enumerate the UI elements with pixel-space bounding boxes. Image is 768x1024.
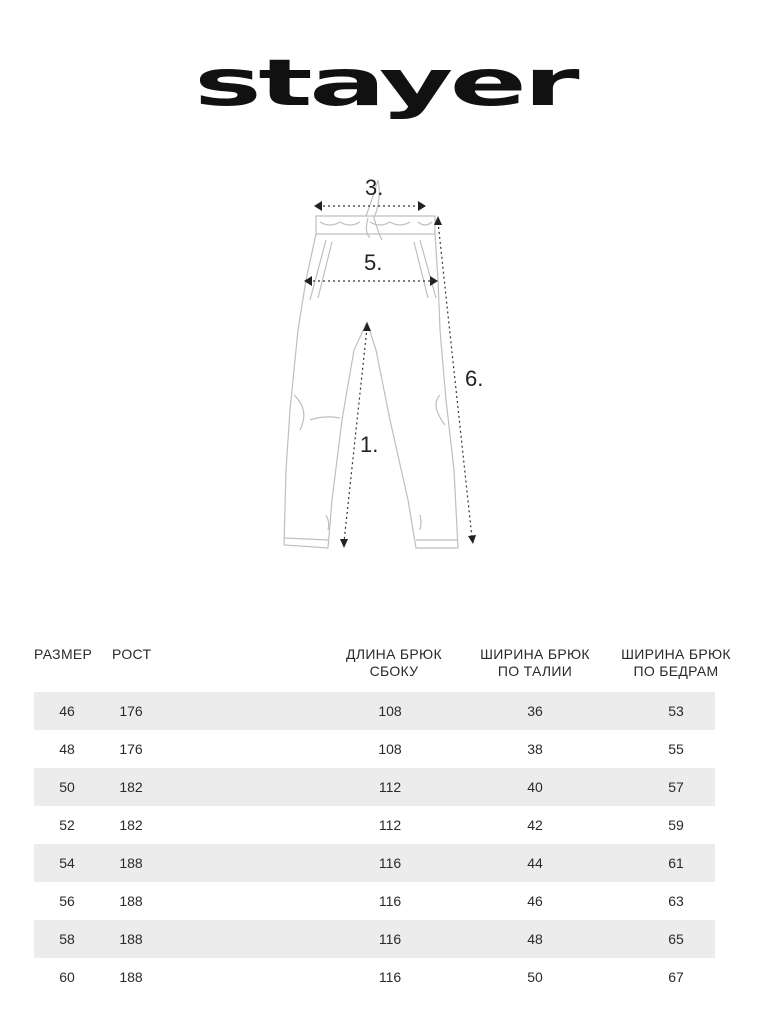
cell-hip: 63 <box>668 893 684 909</box>
header-hip-line1: ШИРИНА БРЮК <box>621 646 731 662</box>
header-waist-line1: ШИРИНА БРЮК <box>480 646 590 662</box>
cell-length: 112 <box>378 779 402 795</box>
stayer-logo <box>190 55 580 125</box>
cell-length: 116 <box>378 931 402 947</box>
cell-hip: 59 <box>668 817 684 833</box>
cell-size: 52 <box>59 817 75 833</box>
cell-size: 56 <box>59 893 75 909</box>
side-length-label: 6. <box>465 366 484 391</box>
cell-length: 108 <box>378 741 402 757</box>
cell-hip: 57 <box>668 779 684 795</box>
cell-waist: 36 <box>527 703 543 719</box>
cell-length: 116 <box>378 893 402 909</box>
cell-length: 108 <box>378 703 402 719</box>
cell-height: 182 <box>119 817 143 833</box>
cell-height: 188 <box>119 893 143 909</box>
cell-height: 188 <box>119 969 143 985</box>
header-size: РАЗМЕР <box>34 646 93 662</box>
cell-height: 188 <box>119 855 143 871</box>
cell-length: 112 <box>378 817 402 833</box>
cell-size: 58 <box>59 931 75 947</box>
hip-label: 5. <box>364 250 383 275</box>
table-row <box>34 920 715 958</box>
cell-height: 188 <box>119 931 143 947</box>
table-row <box>34 730 715 768</box>
inseam-label: 1. <box>360 432 379 457</box>
header-length <box>334 646 454 680</box>
cell-size: 50 <box>59 779 75 795</box>
cell-height: 182 <box>119 779 143 795</box>
size-table <box>34 692 715 996</box>
header-length-line2: СБОКУ <box>369 663 419 679</box>
cell-height: 176 <box>119 741 143 757</box>
cell-waist: 50 <box>527 969 543 985</box>
cell-hip: 67 <box>668 969 684 985</box>
header-waist-line2: ПО ТАЛИИ <box>497 663 573 679</box>
cell-height: 176 <box>119 703 143 719</box>
cell-length: 116 <box>378 969 402 985</box>
table-row <box>34 806 715 844</box>
table-row <box>34 768 715 806</box>
cell-size: 60 <box>59 969 75 985</box>
table-row <box>34 844 715 882</box>
header-length-line1: ДЛИНА БРЮК <box>346 646 442 662</box>
pants-measurement-diagram <box>270 170 500 560</box>
cell-size: 54 <box>59 855 75 871</box>
cell-size: 46 <box>59 703 75 719</box>
cell-length: 116 <box>378 855 402 871</box>
cell-hip: 55 <box>668 741 684 757</box>
cell-waist: 42 <box>527 817 543 833</box>
header-waist <box>470 646 600 680</box>
cell-hip: 65 <box>668 931 684 947</box>
header-hip <box>612 646 740 680</box>
cell-waist: 48 <box>527 931 543 947</box>
header-hip-line2: ПО БЕДРАМ <box>633 663 719 679</box>
cell-hip: 61 <box>668 855 684 871</box>
table-row <box>34 958 715 996</box>
cell-hip: 53 <box>668 703 684 719</box>
logo-wordmark: stayer <box>194 55 580 121</box>
table-row <box>34 882 715 920</box>
cell-waist: 44 <box>527 855 543 871</box>
cell-waist: 46 <box>527 893 543 909</box>
cell-waist: 40 <box>527 779 543 795</box>
header-height: РОСТ <box>112 646 152 662</box>
cell-waist: 38 <box>527 741 543 757</box>
table-row <box>34 692 715 730</box>
cell-size: 48 <box>59 741 75 757</box>
waist-label: 3. <box>365 175 384 200</box>
